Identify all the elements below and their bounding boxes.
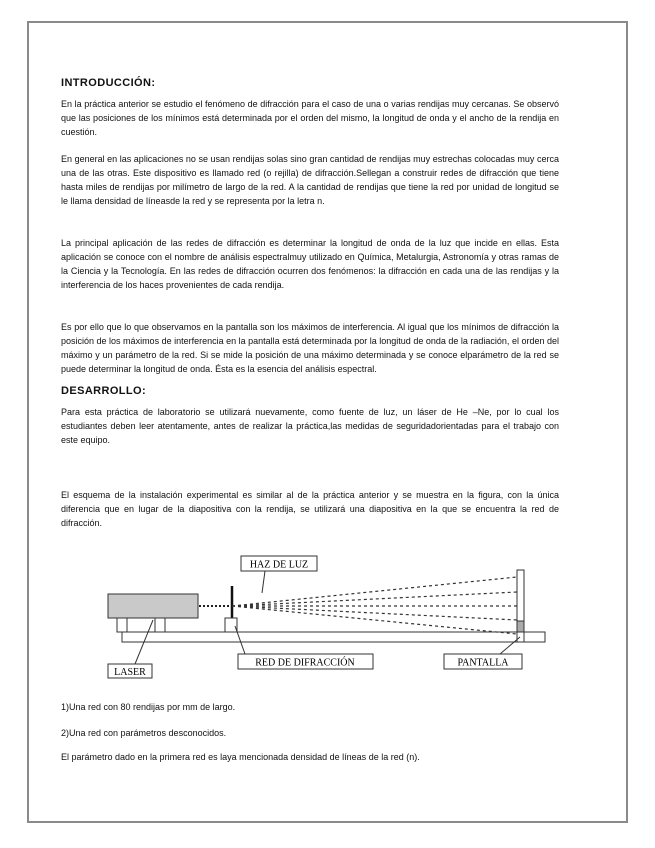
heading-introduccion: INTRODUCCIÓN: — [61, 77, 156, 89]
red-label: RED DE DIFRACCIÓN — [255, 657, 355, 669]
beam-upper-mid — [232, 592, 517, 606]
pantalla-label: PANTALLA — [457, 657, 509, 669]
intro-paragraph: En general en las aplicaciones no se usan rendijas solas sino gran cantidad de rendijas muy estrechas colocadas muy cerca una de las otras. Este dispositivo es llamado red (o rejilla) de difracción.Sellegan a construir redes de difracción que tiene hasta miles de rendijas por milímetro de largo de la red. A la cantidad de rendijas que tiene la red por unidad de longitud se le llama densidad de líneasde la red y se representa por la letra n. — [61, 154, 559, 206]
laser-label: LASER — [114, 667, 146, 678]
screen-base — [517, 621, 524, 632]
haz-leader — [262, 571, 265, 593]
grating-support — [225, 618, 237, 632]
experimental-setup-diagram — [75, 550, 555, 680]
optical-bench — [122, 632, 545, 642]
laser-support — [155, 618, 165, 632]
list-item: 2)Una red con parámetros desconocidos. — [61, 728, 227, 738]
desarrollo-paragraph: Para esta práctica de laboratorio se utilizará nuevamente, como fuente de luz, un láser de He –Ne, por lo cual los estudiantes deben leer atentamente, antes de realizar la práctica,las medidas de seguridadorientadas para el trabajo con este equipo. — [61, 407, 559, 445]
laser-body — [108, 594, 198, 618]
intro-paragraph: La principal aplicación de las redes de difracción es determinar la longitud de onda de la luz que incide en ellas. Esta aplicación se conoce con el nombre de análisis espectralmuy utilizado en Química, Metalurgia, Astronomía y otras ramas de la Ciencia y la Tecnología. En las redes de difracción ocurren dos fenómenos: la difracción en cada una de las rendijas y la interferencia de los haces provenientes de cada rendija. — [61, 238, 559, 290]
beam-lower-mid — [232, 606, 517, 620]
list-item: 1)Una red con 80 rendijas por mm de largo. — [61, 702, 236, 712]
intro-paragraph: En la práctica anterior se estudio el fenómeno de difracción para el caso de una o varias rendijas muy cercanas. Se observó que las posiciones de los mínimos está determinada por el orden del mismo, la longitud de onda y el ancho de la rendija en cuestión. — [61, 99, 559, 137]
heading-desarrollo: DESARROLLO: — [61, 385, 147, 397]
beam-upper — [232, 577, 517, 606]
laser-support — [117, 618, 127, 632]
beam-lower — [232, 606, 517, 634]
desarrollo-paragraph: El esquema de la instalación experimental es similar al de la práctica anterior y se muestra en la figura, con la única diferencia que en lugar de la diapositiva con la rendija, se utilizará una diapositiva en la que se encuentra la red de difracción. — [61, 490, 559, 528]
intro-paragraph: Es por ello que lo que observamos en la pantalla son los máximos de interferencia. Al igual que los mínimos de difracción la posición de los máximos de interferencia en la pantalla está determinada por la longitud de onda de la radiación, el orden del máximo y un parámetro de la red. Si se mide la posición de una máximo determinada y se conoce elparámetro de la red se puede determinar la longitud de onda. Ésta es la esencia del análisis espectral. — [61, 322, 559, 374]
haz-label: HAZ DE LUZ — [249, 559, 309, 571]
closing-paragraph: El parámetro dado en la primera red es laya mencionada densidad de líneas de la red (n). — [61, 752, 420, 762]
